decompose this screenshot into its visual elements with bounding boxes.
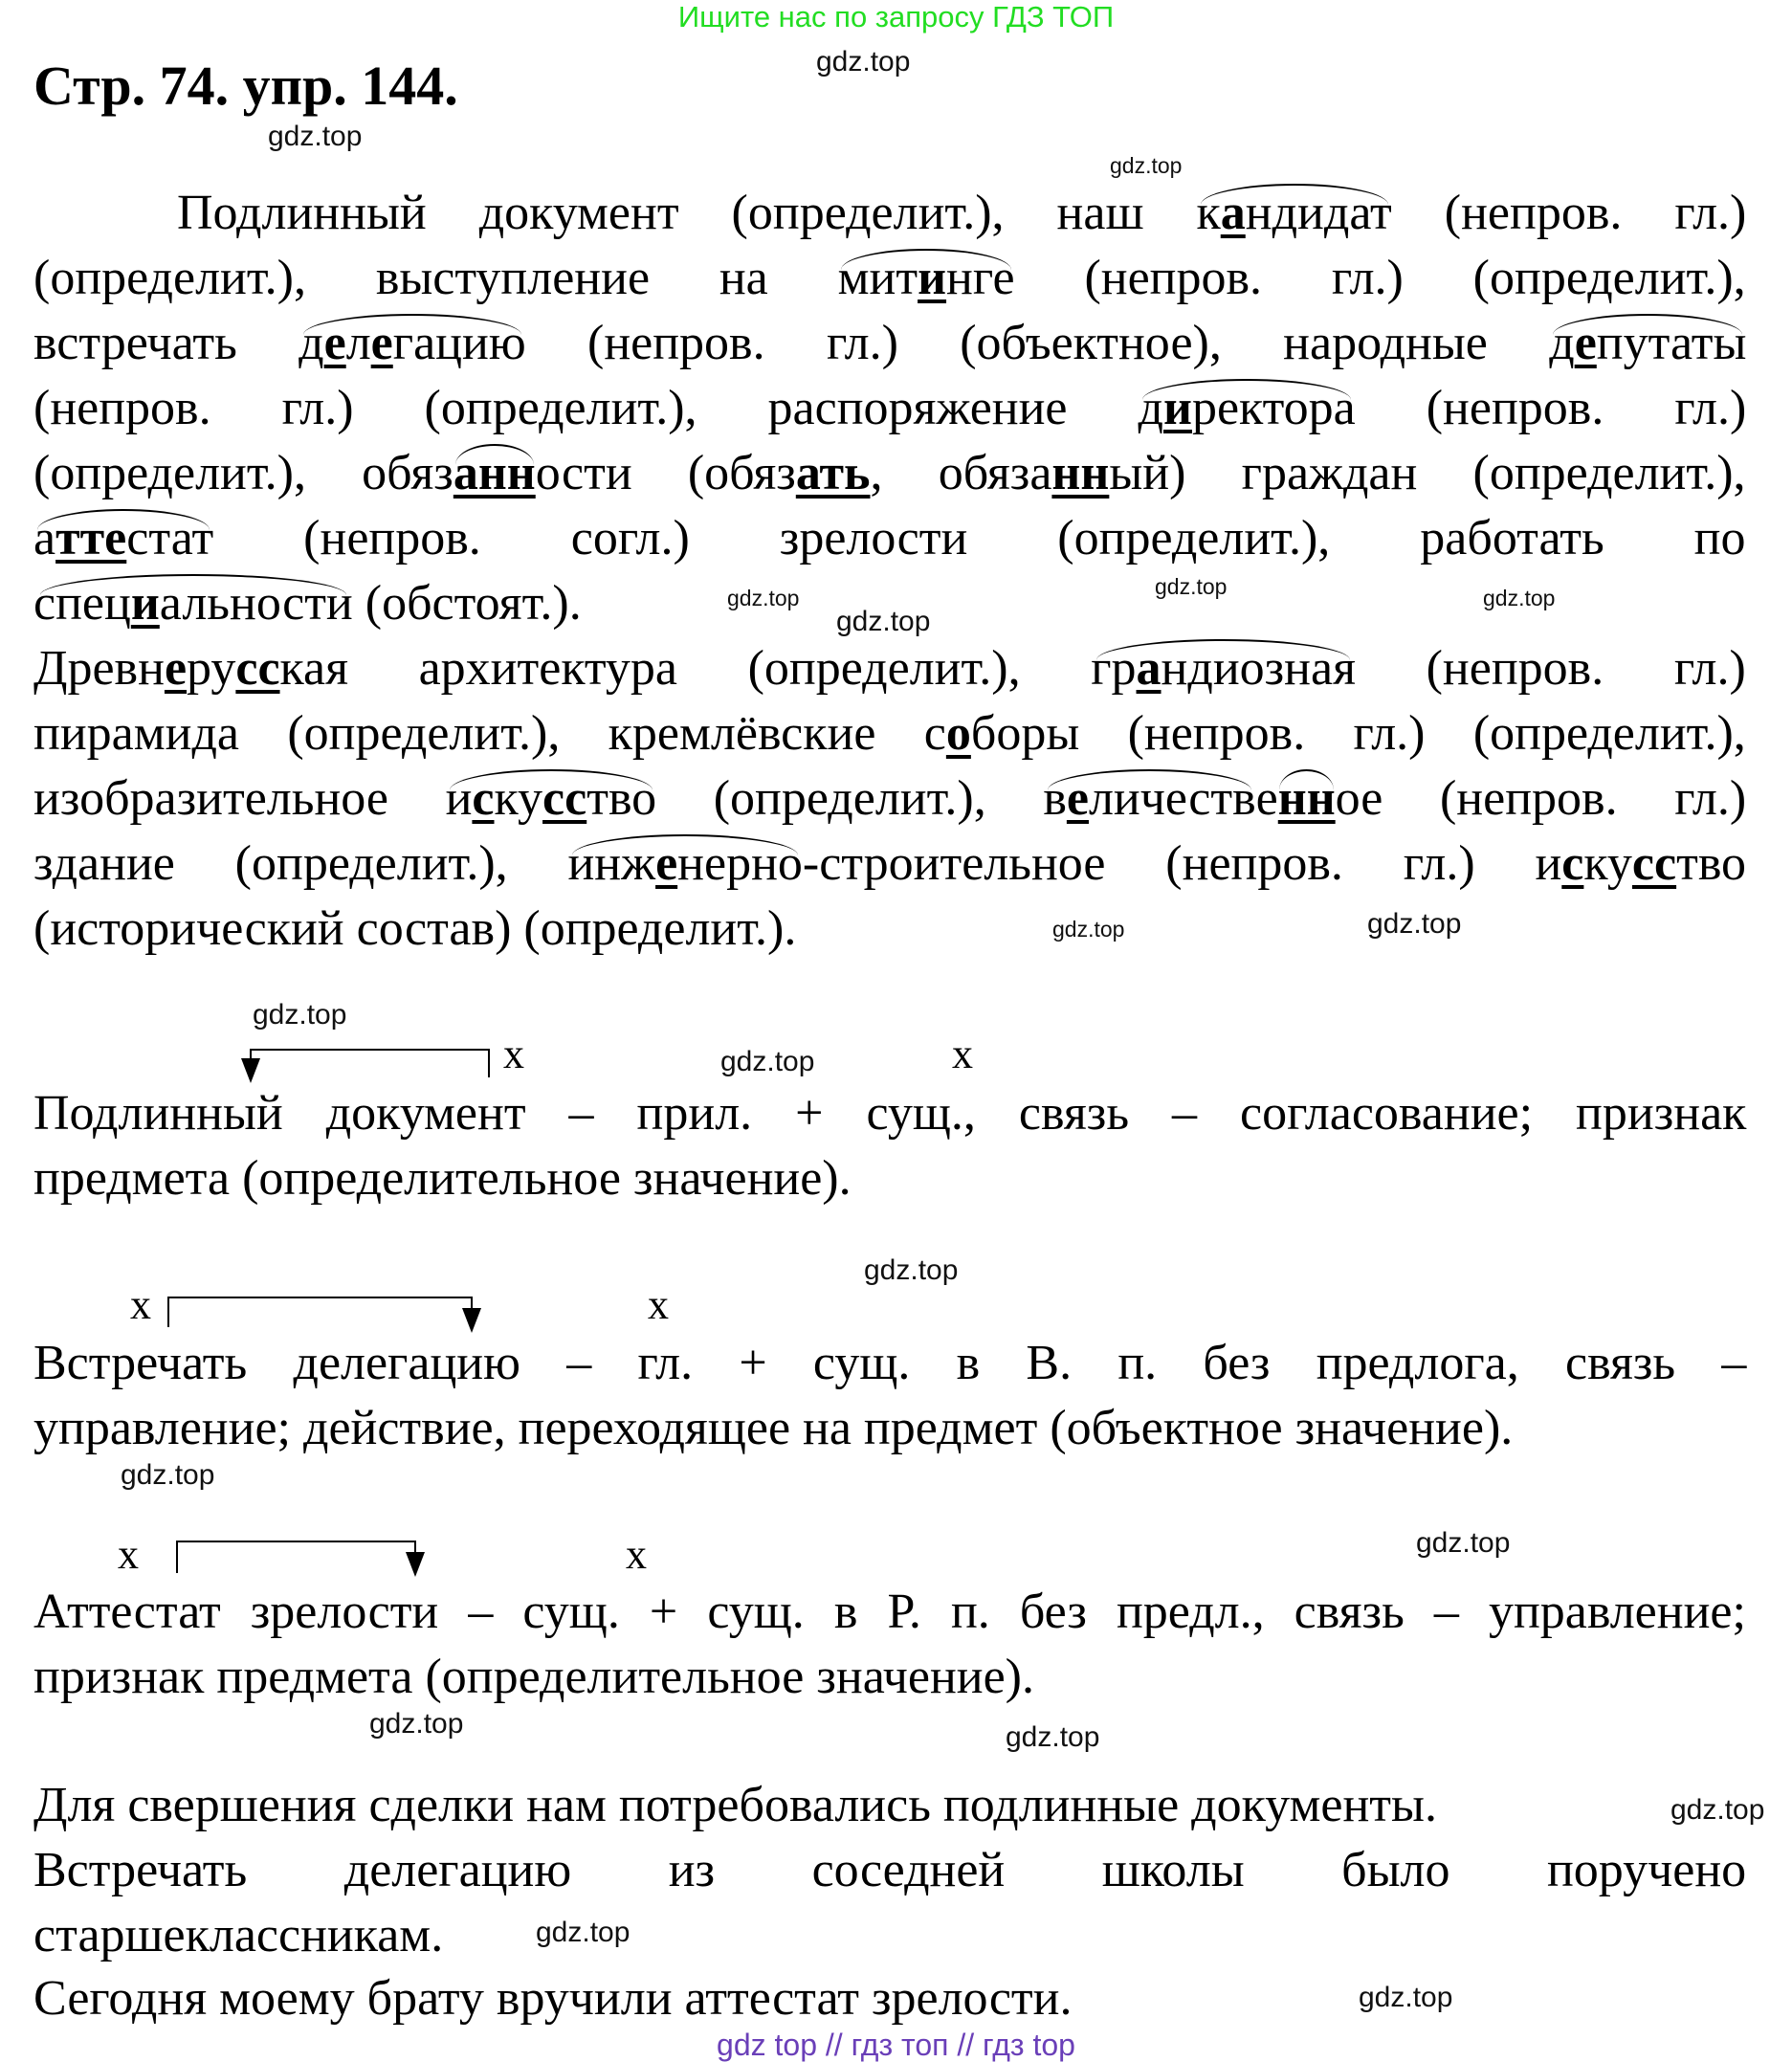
main-word-mark: x [130, 1281, 151, 1328]
main-word-mark: x [503, 1031, 524, 1077]
word-fragment: к [1196, 186, 1221, 240]
page-title: Стр. 74. упр. 144. [33, 55, 458, 117]
word-fragment: д [1138, 381, 1163, 435]
root-arc-word [1091, 643, 1356, 695]
watermark: gdz.top [1416, 1527, 1511, 1559]
word-fragment: и [445, 771, 473, 826]
word-fragment: а [33, 511, 56, 565]
scheme-line [250, 1049, 489, 1051]
marked-fragment [165, 641, 187, 696]
text-line: встречать делегацию (непров. гл.) (объектное), народные депутаты [33, 316, 1747, 370]
root-arc-word [1196, 188, 1391, 239]
main-word-mark: x [952, 1031, 973, 1077]
text-line: здание (определит.), инженерно-строительное (непров. гл.) искусство [33, 836, 1747, 891]
text-line: Подлинный документ (определит.), наш кандидат (непров. гл.) [177, 186, 1747, 240]
word-fragment: нерно [677, 836, 803, 891]
sentence: Встречать делегацию из соседней школы было поручено [33, 1843, 1747, 1897]
word-fragment: спец [33, 576, 131, 631]
stressed-letter: е [1574, 316, 1597, 370]
root-arc-word [1139, 383, 1356, 434]
watermark: gdz.top [1367, 908, 1462, 940]
stressed-letter: ать [795, 446, 871, 500]
text-line: специальности (обстоят.). [33, 576, 582, 631]
text-line: изобразительное искусство (определит.), величественное (непров. гл.) [33, 771, 1747, 826]
main-word-mark: x [648, 1281, 669, 1328]
marked-fragment [1561, 836, 1583, 891]
watermark: gdz.top [1110, 153, 1183, 178]
word-fragment: тво [586, 771, 657, 826]
sentence: Для свершения сделки нам потребовались подлинные документы. [33, 1778, 1437, 1832]
word-fragment: мит [837, 251, 918, 305]
marked-fragment [946, 706, 971, 761]
text-line: Древнерусская архитектура (определит.), грандиозная (непров. гл.) [33, 641, 1746, 696]
word-fragment: нге [946, 251, 1015, 305]
text-line: пирамида (определит.), кремлёвские соборы (непров. гл.) (определит.), [33, 706, 1746, 761]
text-line: предмета (определительное значение). [33, 1151, 852, 1206]
word-fragment: личеств [1088, 771, 1256, 826]
word-fragment: в [1043, 771, 1067, 826]
arrow-down-icon [241, 1058, 260, 1083]
text-line: аттестат (непров. согл.) зрелости (определит.), работать по [33, 511, 1746, 565]
word-fragment: инж [567, 836, 656, 891]
text-line: (исторический состав) (определит.). [33, 901, 797, 956]
marked-fragment [1051, 446, 1109, 500]
stressed-letter: сс [542, 771, 587, 826]
watermark: gdz.top [727, 586, 800, 610]
word-fragment: л [345, 316, 371, 370]
root-arc-word [33, 578, 353, 630]
marked-fragment [235, 641, 279, 696]
search-banner: Ищите нас по запросу ГДЗ ТОП [677, 0, 1115, 33]
root-arc-word [1278, 773, 1336, 825]
scheme-line [488, 1049, 490, 1077]
word-fragment: стат [126, 511, 214, 565]
text-line: Аттестат зрелости – сущ. + сущ. в Р. п. без предл., связь – управление; [33, 1585, 1746, 1639]
scheme-line [176, 1541, 178, 1573]
stressed-letter: а [1136, 641, 1161, 696]
word-fragment: д [1549, 316, 1575, 370]
text-line: Подлинный документ – прил. + сущ., связь – согласование; признак [33, 1086, 1747, 1141]
stressed-letter: сс [1631, 836, 1677, 891]
word-fragment: альности [159, 576, 353, 631]
watermark: gdz.top [720, 1046, 815, 1077]
word-fragment: ректора [1191, 381, 1356, 435]
watermark: gdz.top [536, 1917, 631, 1948]
root-arc-word [567, 838, 802, 890]
watermark: gdz.top [268, 121, 363, 152]
stressed-letter: сс [235, 641, 280, 696]
word-fragment: гр [1091, 641, 1137, 696]
scheme-line [167, 1297, 169, 1327]
watermark: gdz.top [1006, 1721, 1100, 1753]
sentence: старшеклассникам. [33, 1908, 444, 1962]
watermark: gdz.top [1052, 917, 1125, 942]
stressed-letter: е [370, 316, 393, 370]
text-line: признак предмета (определительное значение). [33, 1650, 1034, 1704]
stressed-letter: о [945, 706, 971, 761]
scheme-line [167, 1297, 472, 1298]
scheme-line [176, 1541, 415, 1542]
text-line: управление; действие, переходящее на предмет (объектное значение). [33, 1401, 1514, 1455]
watermark: gdz.top [1359, 1982, 1453, 2013]
stressed-letter: и [918, 251, 947, 305]
word-fragment: ндидат [1245, 186, 1392, 240]
watermark: gdz.top [121, 1459, 215, 1491]
main-word-mark: x [626, 1531, 647, 1578]
root-arc-word [1549, 318, 1746, 369]
stressed-letter: анн [453, 446, 536, 500]
word-fragment: ку [494, 771, 543, 826]
watermark: gdz.top [369, 1708, 464, 1740]
marked-fragment [796, 446, 871, 500]
arrow-down-icon [406, 1552, 425, 1577]
arrow-down-icon [462, 1308, 481, 1333]
text-line: (непров. гл.) (определит.), распоряжение директора (непров. гл.) [33, 381, 1747, 435]
word-fragment: ндиозная [1161, 641, 1357, 696]
watermark: gdz.top [816, 46, 911, 78]
watermark: gdz.top [864, 1254, 959, 1286]
stressed-letter: и [130, 576, 160, 631]
sentence: Сегодня моему брату вручили аттестат зрелости. [33, 1971, 1073, 2026]
stressed-letter: и [1162, 381, 1192, 435]
stressed-letter: нн [1051, 446, 1110, 500]
word-fragment: д [299, 316, 324, 370]
word-fragment: путаты [1596, 316, 1747, 370]
watermark: gdz.top [1483, 586, 1556, 610]
root-arc-word [838, 253, 1015, 304]
text-line: (определит.), выступление на митинге (непров. гл.) (определит.), [33, 251, 1746, 305]
stressed-letter: е [164, 641, 188, 696]
footer-links: gdz top // гдз топ // гдз top [717, 2028, 1075, 2062]
watermark: gdz.top [836, 606, 931, 637]
root-arc-word [454, 448, 536, 499]
watermark: gdz.top [1670, 1794, 1765, 1826]
watermark: gdz.top [1155, 574, 1228, 599]
root-arc-word [299, 318, 526, 369]
stressed-letter: с [472, 771, 495, 826]
stressed-letter: е [1066, 771, 1089, 826]
stressed-letter: тте [55, 511, 127, 565]
stressed-letter: нн [1277, 771, 1336, 826]
stressed-letter: е [655, 836, 678, 891]
root-arc-word [446, 773, 657, 825]
root-arc-word [33, 513, 213, 565]
text-line: (определит.), обязанности (обязать, обязанный) граждан (определит.), [33, 446, 1746, 500]
stressed-letter: а [1220, 186, 1246, 240]
stressed-letter: с [1561, 836, 1584, 891]
marked-fragment [1632, 836, 1676, 891]
text-line: Встречать делегацию – гл. + сущ. в В. п. без предлога, связь – [33, 1336, 1747, 1390]
watermark: gdz.top [253, 999, 347, 1031]
root-arc-word [1043, 773, 1255, 825]
stressed-letter: е [323, 316, 346, 370]
word-fragment: гацию [392, 316, 526, 370]
main-word-mark: x [118, 1531, 139, 1578]
